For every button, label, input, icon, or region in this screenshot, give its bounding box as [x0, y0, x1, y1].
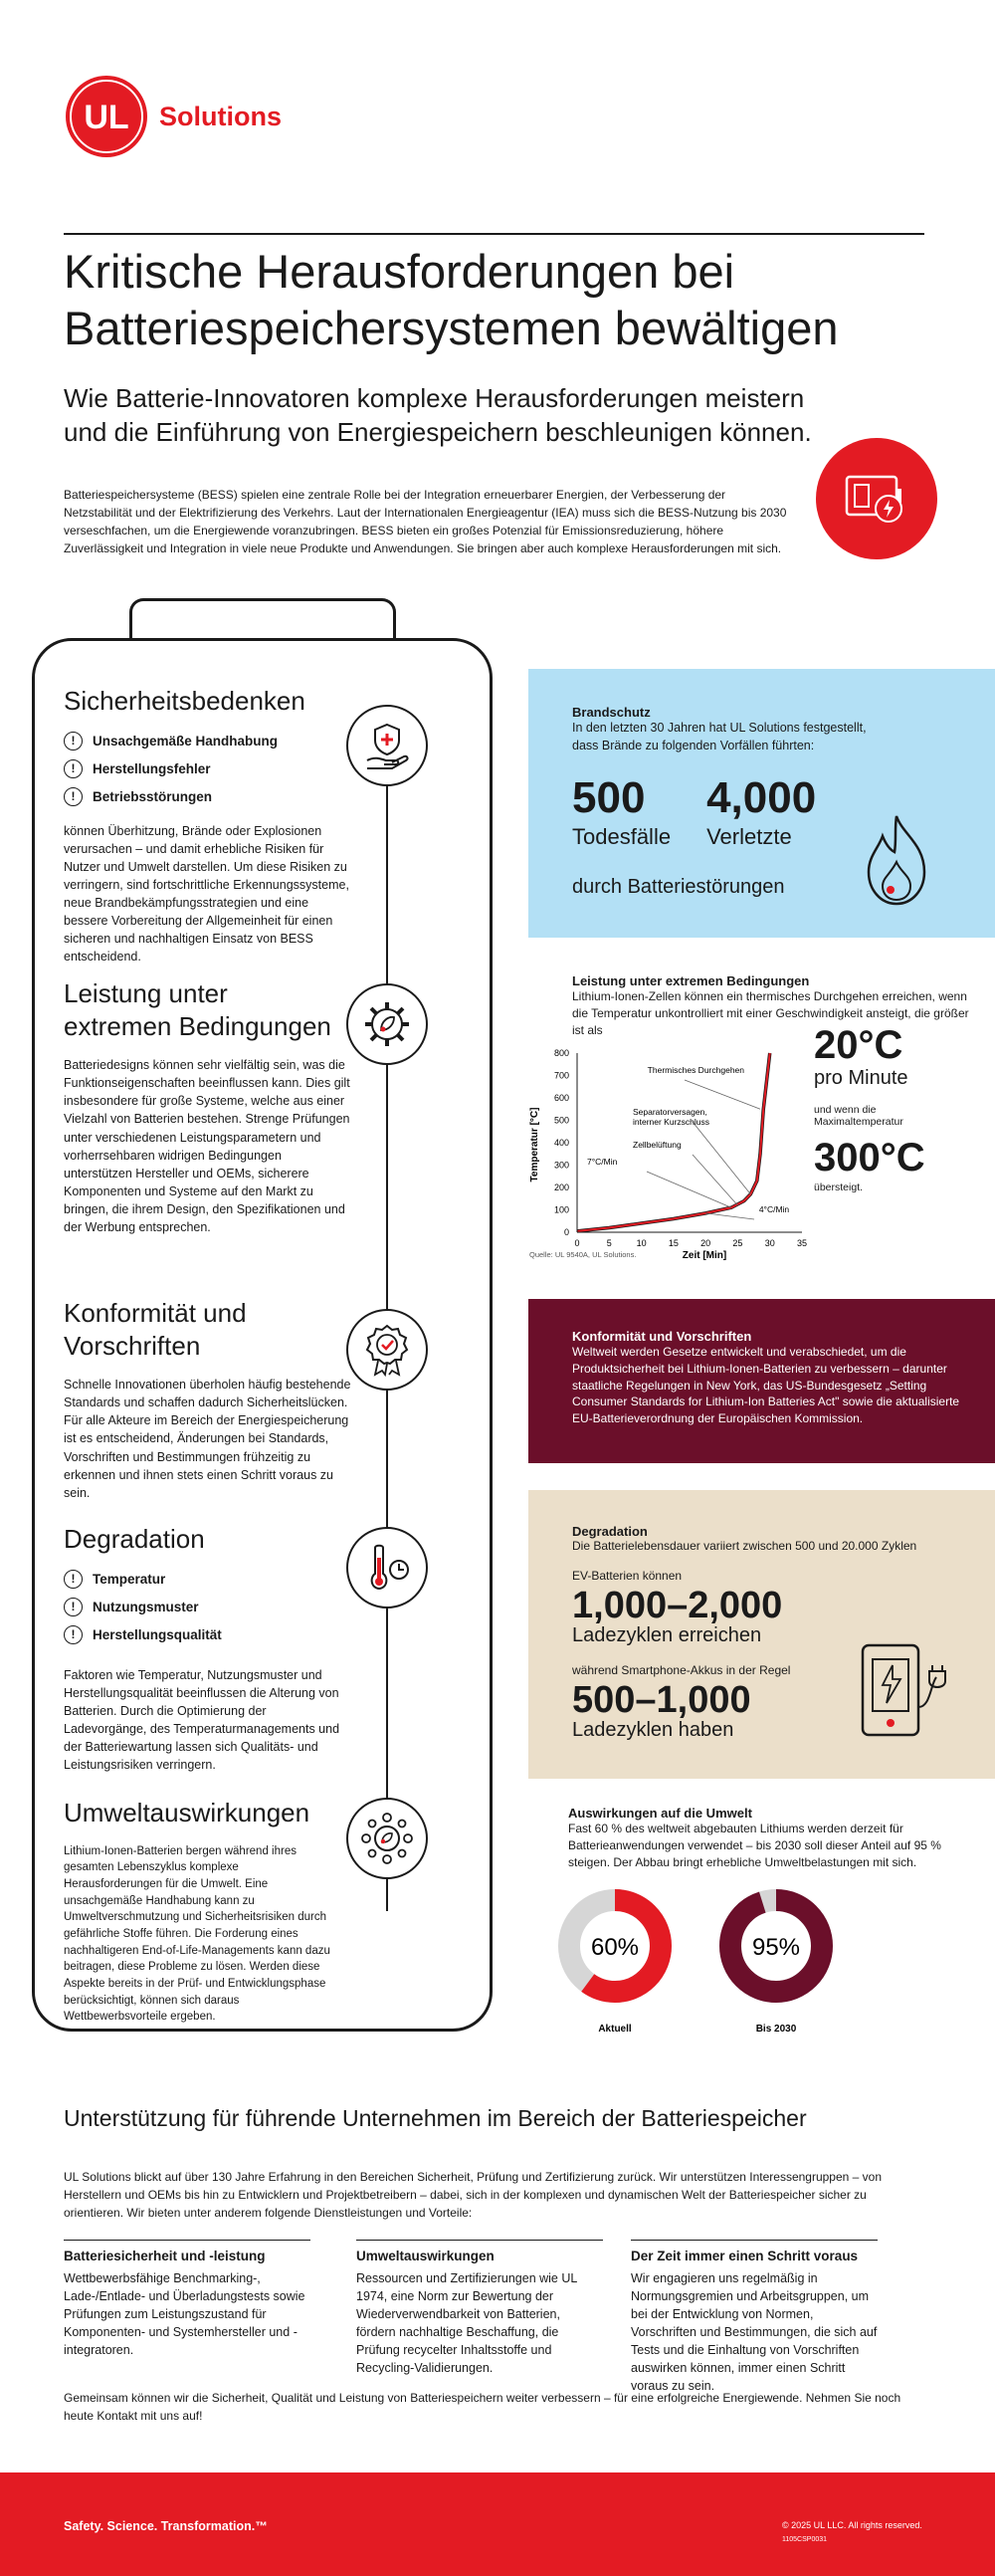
rate-value: 20°C	[814, 1023, 903, 1067]
section-environment	[64, 1797, 362, 2026]
deaths-stat	[572, 773, 672, 850]
chart-annotation-leader	[705, 1213, 754, 1219]
lithium-donuts	[557, 1886, 856, 2045]
performance-icon-circle	[346, 983, 428, 1065]
donut-caption: Aktuell	[598, 2024, 632, 2035]
support-column-text: Wettbewerbsfähige Benchmarking-, Lade-/Entlade- und Überladungstests sowie Prüfungen zum Leistungszustand für Komponenten- und Systemhersteller und -integratoren.	[64, 2270, 305, 2358]
phone-label: während Smartphone-Akkus in der Regel	[572, 1663, 791, 1677]
battery-charge-icon	[845, 473, 908, 525]
compliance-panel-heading: Konformität und Vorschriften	[572, 1329, 752, 1344]
footer-copyright: © 2025 UL LLC. All rights reserved.	[782, 2520, 922, 2530]
chart-x-tick: 35	[796, 1238, 808, 1248]
chart-y-tick: 600	[553, 1093, 569, 1103]
support-column	[631, 2240, 878, 2395]
warning-icon: !	[64, 787, 83, 806]
footer	[0, 2472, 995, 2576]
chart-ylabel: Temperatur [°C]	[529, 1107, 540, 1182]
exceeded-label: übersteigt.	[814, 1181, 864, 1193]
fire-cause: durch Batteriestörungen	[572, 876, 785, 898]
certificate-badge-icon	[362, 1323, 412, 1377]
battery-outline-cap	[129, 598, 396, 640]
bullet-text: Betriebsstörungen	[93, 788, 213, 804]
environment-panel-text: Fast 60 % des weltweit abgebauten Lithiums werden derzeit für Batterieanwendungen verwendet – bis 2030 soll dieser Anteil auf 95 % steigen. Der Abbau bringt erhebliche Umweltbelastungen mit sich.	[568, 1822, 941, 1869]
logo-text: UL	[84, 99, 129, 136]
gear-leaf-icon	[361, 998, 413, 1050]
ul-logo-icon	[64, 74, 149, 159]
support-column-text: Wir engagieren uns regelmäßig in Normungsgremien und Arbeitsgruppen, um bei der Entwicklung von Normen, Vorschriften und Bestimmungen, die sich auf Tests und die Einhaltung von Vorschriften auswirken können, immer einen Schritt voraus zu sein.	[631, 2270, 878, 2394]
injuries-label: Verletzte	[706, 824, 792, 849]
support-column-title: Umweltauswirkungen	[356, 2249, 495, 2263]
compliance-icon-circle	[346, 1309, 428, 1391]
donut-value: 95%	[751, 1934, 801, 1961]
chart-annotation-leader	[685, 1080, 760, 1109]
page-title	[64, 243, 839, 357]
safety-text: können Überhitzung, Brände oder Explosionen verursachen – und damit erhebliche Risiken für Nutzer und Umwelt darstellen. Um diese Risiken zu verringern, sind fortschrittliche Erkennungssysteme, neue Brandbekämpfungsstrategien und eine bessere Vorbereitung der Allgemeinheit für einen sicheren und nachhaltigen Einsatz von BESS entscheidend.	[64, 823, 349, 965]
header-rule	[64, 233, 924, 235]
phone-unit: Ladezyklen haben	[572, 1719, 734, 1741]
chart-x-tick: 25	[732, 1238, 743, 1248]
compliance-title-line2: Vorschriften	[64, 1330, 201, 1361]
warning-icon: !	[64, 1598, 83, 1616]
warning-icon: !	[64, 1625, 83, 1644]
performance-text: Batteriedesigns können sehr vielfältig sein, was die Funktionseigenschaften beeinflussen kann. Dies gilt insbesondere für große Systeme, welche aus einer Vielzahl von Batterien bestehen. Strenge Prüfungen unter verschiedenen Leistungsparametern und vorherrsehbaren widrigen Bedingungen unterstützen Hersteller und OEMs, sicherere Komponenten und Systeme auf den Markt zu bringen, die ihrem Design, den Spezifikationen und der Werbung entsprechen.	[64, 1058, 350, 1235]
environment-icon-circle	[346, 1798, 428, 1879]
chart-y-tick: 400	[553, 1138, 569, 1148]
degradation-title: Degradation	[64, 1524, 205, 1554]
chart-y-tick: 100	[553, 1204, 569, 1215]
chart-xlabel: Zeit [Min]	[682, 1250, 727, 1261]
chart-y-tick: 800	[553, 1048, 569, 1058]
bullet-text: Unsachgemäße Handhabung	[93, 733, 279, 749]
support-column	[64, 2240, 310, 2359]
brand-logo[interactable]	[64, 74, 282, 159]
chart-x-tick: 5	[606, 1238, 612, 1248]
donut-2030	[730, 1900, 822, 2035]
environment-text: Lithium-Ionen-Batterien bergen während ihres gesamten Lebenszyklus komplexe Herausforderungen für die Umwelt. Eine unsachgemäße Handhabung kann zu Umweltverschmutzung und Sicherheitsrisiken durch gefährliche Stoffe führen. Die Forderung eines nachhaltigeren End-of-Life-Managements kann dazu beitragen, diese Probleme zu lösen. Werden diese Aspekte bereits in der Prüf- und Entwicklungsphase berücksichtigt, können sich daraus Wettbewerbsvorteile ergeben.	[64, 1844, 330, 2024]
max-label-1: und wenn die	[814, 1104, 877, 1116]
safety-bullet	[64, 787, 362, 806]
safety-bullet	[64, 759, 362, 778]
compliance-panel-text: Weltweit werden Gesetze entwickelt und verabschiedet, um die Produktsicherheit bei Lithium-Ionen-Batterien zu verbessern – darunter staatliche Regelungen in New York, das US-Bundesgesetz „Setting Consumer Standards for Lithium-Ion Batteries Act" sowie die aktualisierte EU-Batterieverordnung der Europäischen Kommission.	[572, 1345, 960, 1426]
chart-x-tick: 30	[764, 1238, 775, 1248]
bullet-text: Herstellungsfehler	[93, 760, 211, 776]
warning-icon: !	[64, 1570, 83, 1589]
temperature-chart	[525, 1045, 824, 1276]
deaths-value: 500	[572, 773, 646, 822]
performance-title	[64, 977, 362, 1042]
chart-x-tick: 15	[668, 1238, 679, 1248]
chart-annotation: Thermisches Durchgehen	[647, 1065, 744, 1075]
compliance-title-line1: Konformität und	[64, 1298, 247, 1328]
injuries-stat	[706, 773, 817, 850]
degradation-bullet	[64, 1625, 362, 1644]
safety-title: Sicherheitsbedenken	[64, 686, 305, 716]
chart-annotation: 4°C/Min	[758, 1204, 790, 1214]
section-compliance	[64, 1297, 362, 1502]
recycle-network-icon	[360, 1812, 414, 1865]
performance-title-line2: extremen Bedingungen	[64, 1010, 331, 1041]
chart-annotation: interner Kurzschluss	[633, 1117, 710, 1127]
support-title: Unterstützung für führende Unternehmen im Bereich der Batteriespeicher	[64, 2105, 807, 2131]
rate-info	[814, 1025, 925, 1193]
fire-panel	[528, 669, 995, 938]
support-column-title: Der Zeit immer einen Schritt voraus	[631, 2249, 859, 2263]
donut-value: 60%	[590, 1934, 640, 1961]
chart-annotation-leader	[693, 1155, 737, 1205]
warning-icon: !	[64, 759, 83, 778]
bullet-text: Nutzungsmuster	[93, 1599, 199, 1614]
safety-bullet	[64, 732, 362, 751]
degradation-panel	[528, 1490, 995, 1779]
battery-badge	[816, 438, 937, 559]
bullet-text: Temperatur	[93, 1571, 166, 1587]
chart-x-tick: 10	[636, 1238, 647, 1248]
max-label-2: Maximaltemperatur	[814, 1116, 903, 1128]
ev-unit: Ladezyklen erreichen	[572, 1624, 762, 1646]
environment-title: Umweltauswirkungen	[64, 1798, 310, 1827]
page-subtitle	[64, 382, 812, 450]
support-column-title: Batteriesicherheit und -leistung	[64, 2249, 266, 2263]
fire-heading: Brandschutz	[572, 705, 651, 720]
ev-value: 1,000–2,000	[572, 1585, 783, 1626]
phone-value: 500–1,000	[572, 1679, 751, 1721]
compliance-text: Schnelle Innovationen überholen häufig bestehende Standards und schaffen dadurch Sicherheitslücken. Für alle Akteure im Bereich der Energiespeicherung ist es entscheidend, Änderungen bei Standards, Vorschriften und Bestimmungen frühzeitig zu erkennen und ihnen stets einen Schritt voraus zu sein.	[64, 1378, 351, 1500]
donut-current	[569, 1900, 661, 2035]
chart-y-tick: 200	[553, 1182, 569, 1192]
hand-shield-icon	[362, 721, 412, 770]
support-intro: UL Solutions blickt auf über 130 Jahre Erfahrung in den Bereichen Sicherheit, Prüfung und Zertifizierung zurück. Wir unterstützen Interessengruppen – von Herstellern und OEMs bis hin zu Entwicklern und Projektbetreibern – dabei, sich in der komplexen und dynamischen Welt der Batteriespeicher sicher zu orientieren. Wir bieten unter anderem folgende Dienstleistungen und Vorteile:	[64, 2170, 883, 2220]
compliance-panel	[528, 1299, 995, 1463]
degradation-panel-text: Die Batterielebensdauer variiert zwischen 500 und 20.000 Zyklen	[572, 1539, 917, 1553]
deaths-label: Todesfälle	[572, 824, 672, 849]
chart-x-tick: 20	[700, 1238, 711, 1248]
performance-title-line1: Leistung unter	[64, 978, 228, 1008]
support-column-text: Ressourcen und Zertifizierungen wie UL 1974, eine Norm zur Bewertung der Wiederverwendbarkeit von Batterien, fördern nachhaltige Beschaffung, die Prüfung recycelter Inhaltsstoffe und Recycling-Validierungen.	[356, 2270, 577, 2376]
charger-icon	[855, 1637, 954, 1741]
flame-icon	[851, 810, 942, 910]
performance-panel-heading: Leistung unter extremen Bedingungen	[572, 973, 810, 988]
warning-icon: !	[64, 732, 83, 751]
compliance-title	[64, 1297, 362, 1362]
support-column	[356, 2240, 603, 2377]
bullet-text: Herstellungsqualität	[93, 1626, 222, 1642]
brand-name: Solutions	[159, 101, 282, 131]
chart-source: Quelle: UL 9540A, UL Solutions.	[529, 1250, 637, 1259]
donut-caption: Bis 2030	[755, 2024, 797, 2035]
footer-tagline: Safety. Science. Transformation.™	[64, 2519, 268, 2533]
section-performance	[64, 977, 362, 1236]
title-line2: Batteriespeichersystemen bewältigen	[64, 302, 839, 355]
chart-y-tick: 300	[553, 1160, 569, 1171]
chart-annotation: 7°C/Min	[587, 1157, 618, 1167]
max-value: 300°C	[814, 1136, 925, 1180]
degradation-text: Faktoren wie Temperatur, Nutzungsmuster und Herstellungsqualität beeinflussen die Alterung von Batterien. Durch die Optimierung der Ladevorgänge, des Temperaturmanagements und der Batteriewartung lassen sich Qualitäts- und Leistungsrisiken verringern.	[64, 1667, 340, 1773]
subtitle-line2: und die Einführung von Energiespeichern beschleunigen können.	[64, 416, 812, 447]
degradation-icon-circle	[346, 1527, 428, 1609]
performance-panel-text: Lithium-Ionen-Zellen können ein thermisches Durchgehen erreichen, wenn die Temperatur unkontrolliert mit einer Geschwindigkeit ansteigt, die größer ist als	[572, 989, 969, 1037]
chart-y-tick: 0	[563, 1227, 569, 1237]
intro-text: Batteriespeichersysteme (BESS) spielen eine zentrale Rolle bei der Integration erneuerbarer Energien, der Verbesserung der Netzstabilität und der Elektrifizierung des Verkehrs. Laut der Internationalen Energieagentur (IEA) muss sich die BESS-Nutzung bis 2030 verseschfachen, um die Energiewende voranzubringen. BESS bieten ein großes Potenzial für Emissionsreduzierung, höhere Zuverlässigkeit und Integration in viele neue Produkte und Anwendungen. Sie bringen aber auch komplexe Herausforderungen mit sich.	[64, 488, 787, 555]
thermometer-clock-icon	[361, 1542, 413, 1594]
chart-y-tick: 700	[553, 1070, 569, 1081]
degradation-bullet	[64, 1570, 362, 1589]
subtitle-line1: Wie Batterie-Innovatoren komplexe Herausforderungen meistern	[64, 383, 805, 413]
section-safety	[64, 685, 362, 966]
injuries-value: 4,000	[706, 773, 817, 822]
degradation-panel-heading: Degradation	[572, 1524, 648, 1539]
environment-panel-heading: Auswirkungen auf die Umwelt	[568, 1806, 752, 1821]
section-degradation	[64, 1523, 362, 1774]
chart-annotation: Separatorversagen,	[633, 1107, 707, 1117]
chart-x-tick: 0	[574, 1238, 580, 1248]
rate-unit: pro Minute	[814, 1067, 908, 1089]
ev-label: EV-Batterien können	[572, 1569, 683, 1583]
footer-code: 1105CSP0031	[782, 2536, 828, 2543]
degradation-bullet	[64, 1598, 362, 1616]
fire-text: In den letzten 30 Jahren hat UL Solutions festgestellt, dass Brände zu folgenden Vorfällen führten:	[572, 721, 867, 752]
chart-y-tick: 500	[553, 1115, 569, 1126]
chart-annotation-leader	[647, 1172, 731, 1207]
chart-annotation: Zellbelüftung	[633, 1140, 682, 1150]
title-line1: Kritische Herausforderungen bei	[64, 245, 735, 298]
support-closing: Gemeinsam können wir die Sicherheit, Qualität und Leistung von Batteriespeichern weiter verbessern – für eine erfolgreiche Energiewende. Nehmen Sie noch heute Kontakt mit uns auf!	[64, 2391, 901, 2423]
safety-icon-circle	[346, 705, 428, 786]
chart-annotation-leader	[693, 1122, 750, 1194]
